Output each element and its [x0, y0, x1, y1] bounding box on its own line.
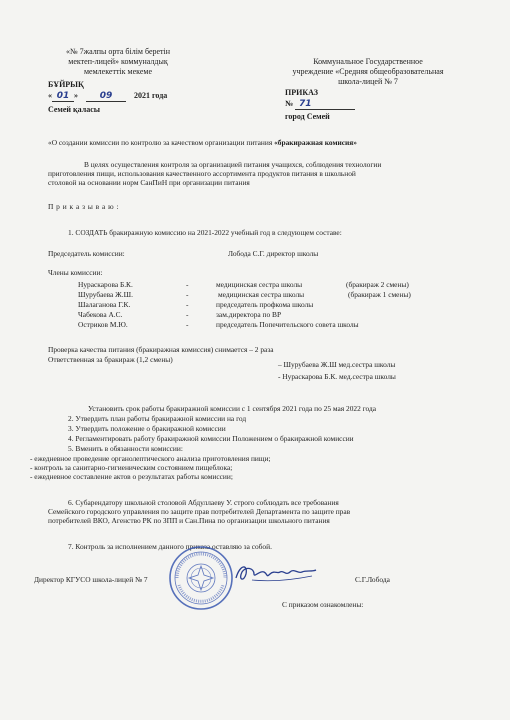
- order-subject: [48, 138, 357, 147]
- city-kz: Семей қаласы: [48, 105, 100, 114]
- members-label: Члены комиссии:: [48, 268, 103, 277]
- header-right-line: Коммунальное Государственное: [313, 57, 423, 66]
- date-day: 01: [52, 91, 74, 102]
- members-list: [78, 280, 438, 330]
- header-left-line: мектеп-лицей» коммуналдық: [68, 57, 168, 66]
- duty-item: - ежедневное составление актов о результатах работы комиссии;: [30, 472, 233, 481]
- member-name: Чабекова А.С.: [78, 310, 123, 319]
- member-dash: -: [186, 320, 189, 329]
- header-left-line: мемлекеттік мекеме: [83, 67, 153, 76]
- city-ru: город Семей: [285, 112, 330, 121]
- duties-list: [30, 454, 271, 481]
- member-dash: -: [186, 290, 189, 299]
- intro-paragraph: [48, 160, 381, 187]
- item-7: 7. Контроль за исполнением данного приказа оставляю за собой.: [68, 542, 272, 551]
- check-line-1: Проверка качества питания (бракиражная комиссия) снимается – 2 раза: [48, 345, 274, 354]
- member-role: медицинская сестра школы: [218, 290, 305, 299]
- official-stamp-icon: [168, 545, 234, 611]
- item-6-line: потребителей ВКО, Агенство РК по ЗПП и Сан.Пина по организации школьного питания: [48, 516, 330, 525]
- member-role: председатель профкома школы: [216, 300, 314, 309]
- number-value: 71: [295, 99, 355, 110]
- item-term: Установить срок работы бракиражной комиссии с 1 сентября 2021 года по 25 мая 2022 года: [88, 404, 377, 413]
- header-right-org: [268, 57, 468, 87]
- chair-value: Лобода С.Г. директор школы: [228, 249, 319, 258]
- order-date: [48, 91, 188, 102]
- item-2: 2. Утвердить план работы бракиражной комиссии на год: [68, 414, 247, 423]
- header-right-line: школа-лицей № 7: [338, 77, 398, 86]
- responsible-2: - Нураскарова Б.К. мед.сестра школы: [278, 372, 396, 381]
- header-left-org: [48, 47, 188, 77]
- intro-line: В целях осуществления контроля за организацией питания учащихся, соблюдения технологии: [84, 160, 382, 169]
- director-title: Директор КГУСО школа-лицей № 7: [34, 575, 148, 584]
- member-name: Остриков М.Ю.: [78, 320, 128, 329]
- director-name: С.Г.Лобода: [355, 575, 390, 584]
- chair-label: Председатель комиссии:: [48, 249, 125, 258]
- member-row: [78, 290, 438, 300]
- duty-item: - ежедневное проведение органолептического анализа приготовления пищи;: [30, 454, 271, 463]
- intro-line: приготовления пищи, использования качественного ассортимента продуктов питания в школьной: [48, 169, 356, 178]
- item-4: 4. Регламентировать работу бракиражной комиссии Положением о бракиражной комиссии: [68, 434, 354, 443]
- member-name: Шалаганова Г.К.: [78, 300, 131, 309]
- number-prefix: №: [285, 99, 294, 108]
- member-note: (бракираж 1 смены): [348, 290, 411, 299]
- member-dash: -: [186, 310, 189, 319]
- member-dash: -: [186, 280, 189, 289]
- order-word-kz: БҰЙРЫҚ: [48, 80, 84, 89]
- member-dash: -: [186, 300, 189, 309]
- member-name: Нураскарова Б.К.: [78, 280, 133, 289]
- item-6-line: Семейского городского управления по защите прав потребителей Департамента по защите прав: [48, 507, 351, 516]
- item-5: 5. Вменить в обязанности комиссии:: [68, 444, 183, 453]
- order-heading: П р и к а з ы в а ю :: [48, 202, 120, 211]
- responsible-1: – Шурубаева Ж.Ш мед.сестра школы: [278, 360, 396, 369]
- order-word-ru: ПРИКАЗ: [285, 88, 318, 97]
- member-row: [78, 300, 438, 310]
- item-3: 3. Утвердить положение о бракиражной комиссии: [68, 424, 226, 433]
- member-row: [78, 310, 438, 320]
- item-6: [48, 498, 350, 525]
- date-year: 2021 года: [134, 91, 168, 100]
- duty-item: - контроль за санитарно-гигиеническим состоянием пищеблока;: [30, 463, 233, 472]
- member-role: председатель Попечительского совета школы: [216, 320, 359, 329]
- item-1: 1. СОЗДАТЬ бракиражную комиссию на 2021-2022 учебный год в следующем составе:: [68, 228, 342, 237]
- header-right-line: учреждение «Средняя общеобразовательная: [292, 67, 444, 76]
- subject-bold: «бракиражная комисия»: [274, 138, 357, 147]
- acknowledgement-label: С приказом ознакомлены:: [282, 600, 364, 609]
- intro-line: столовой на основании норм СанПиН при организации питания: [48, 178, 250, 187]
- header-left-line: «№ 7жалпы орта білім беретін: [65, 47, 171, 56]
- member-row: [78, 280, 438, 290]
- member-role: зам.директора по ВР: [216, 310, 282, 319]
- signature-icon: [232, 560, 320, 586]
- date-open-quote: «: [48, 91, 52, 100]
- date-month: 09: [86, 91, 126, 102]
- subject-prefix: «О создании комиссии по контролю за качеством организации питания: [48, 138, 273, 147]
- check-line-2: Ответственная за бракираж (1,2 смены): [48, 355, 173, 364]
- date-close-quote: »: [74, 91, 78, 100]
- member-name: Шурубаева Ж.Ш.: [78, 290, 133, 299]
- member-note: (бракираж 2 смены): [346, 280, 409, 289]
- member-role: медицинская сестра школы: [216, 280, 303, 289]
- order-number: [285, 99, 355, 110]
- member-row: [78, 320, 438, 330]
- item-6-line: 6. Субарендатору школьной столовой Абдуллаеву У. строго соблюдать все требования: [68, 498, 339, 507]
